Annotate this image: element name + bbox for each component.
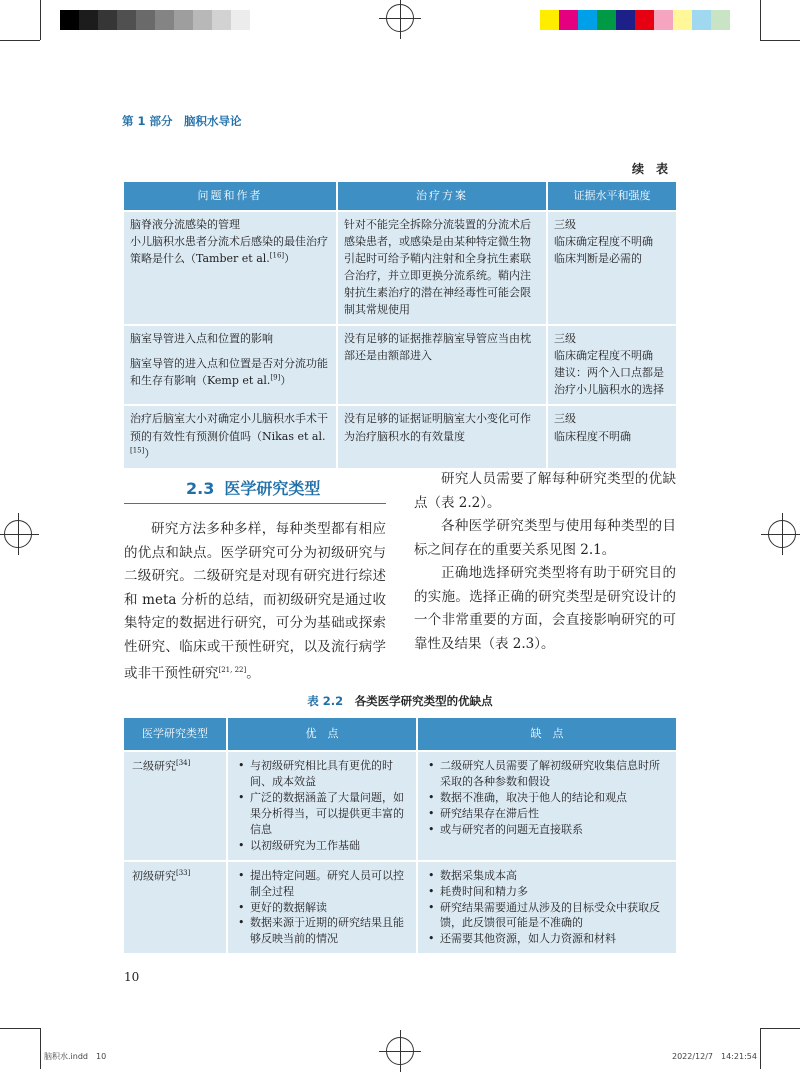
pros-cell [227, 861, 417, 954]
question-cell [124, 211, 337, 325]
paragraph: 研究方法多种多样，每种类型都有相应的优点和缺点。医学研究可分为初级研究与二级研究。二级研究是对现有研究进行综述和 meta 分析的总结，而初级研究是通过收集特定的数据进行研究，可分为基础或探索性研究、临床或干预性研究，以及流行病学或非干预性研究[21, 22]。 [124, 521, 386, 682]
calibration-swatch [692, 10, 711, 30]
crop-mark [0, 1028, 40, 1029]
citation: [16] [269, 251, 285, 260]
section-number: 2.3 [186, 479, 215, 498]
cons-cell [417, 861, 676, 954]
registration-mark [768, 520, 796, 548]
col-header-question: 问题和作者 [124, 182, 337, 211]
page-number: 10 [124, 970, 140, 984]
registration-mark [386, 1037, 414, 1065]
type-cell: 初级研究[33] [124, 861, 227, 954]
footer-timestamp: 2022/12/7 14:21:54 [672, 1052, 757, 1061]
calibration-swatch [673, 10, 692, 30]
calibration-swatch [578, 10, 597, 30]
research-types-table [124, 718, 676, 953]
calibration-swatch [155, 10, 174, 30]
table-continued-label: 续 表 [631, 162, 668, 176]
section-title: 医学研究类型 [224, 479, 321, 498]
calibration-swatch [597, 10, 616, 30]
citation: [21, 22] [218, 666, 247, 674]
crop-mark [760, 1028, 800, 1029]
table-row [124, 751, 676, 861]
treatment-cell: 没有足够的证据证明脑室大小变化可作为治疗脑积水的有效量度 [337, 405, 547, 467]
list-item: • 或与研究者的问题无直接联系 [426, 822, 670, 838]
calibration-swatch [98, 10, 117, 30]
table-row [124, 861, 676, 954]
table-title: 各类医学研究类型的优缺点 [354, 694, 493, 708]
type-cell: 二级研究[34] [124, 751, 227, 861]
list-item: • 二级研究人员需要了解初级研究收集信息时所采取的各种参数和假设 [426, 758, 670, 790]
table-row [124, 325, 676, 405]
list-item: • 研究结果需要通过从涉及的目标受众中获取反馈，此反馈很可能是不准确的 [426, 900, 670, 932]
calibration-swatch [193, 10, 212, 30]
calibration-swatch [212, 10, 231, 30]
calibration-swatch [654, 10, 673, 30]
paragraph: 正确地选择研究类型将有助于研究目的的实施。选择正确的研究类型是研究设计的一个非常重要的方面，会直接影响研究的可靠性及结果（表 2.3）。 [414, 565, 676, 652]
list-item: • 还需要其他资源，如人力资源和材料 [426, 931, 670, 947]
evidence-cell: 三级 临床确定程度不明确 临床判断是必需的 [547, 211, 676, 325]
table-row [124, 211, 676, 325]
running-header: 第 1 部分 脑积水导论 [122, 114, 242, 128]
list-item: • 以初级研究为工作基础 [236, 838, 410, 854]
registration-mark [4, 520, 32, 548]
crop-mark [40, 0, 41, 40]
treatment-cell: 没有足够的证据推荐脑室导管应当由枕部还是由额部进入 [337, 325, 547, 405]
calibration-swatch [559, 10, 578, 30]
crop-mark [0, 40, 40, 41]
question-text: 治疗后脑室大小对确定小儿脑积水手术干预的有效性有预测价值吗（Nikas et al.[15]） [130, 412, 328, 460]
evidence-table [124, 182, 676, 468]
body-right-column [414, 468, 676, 656]
citation: [34] [176, 759, 191, 767]
question-topic: 脑脊液分流感染的管理 [130, 218, 240, 231]
paragraph: 各种医学研究类型与使用每种类型的目标之间存在的重要关系见图 2.1。 [414, 518, 676, 558]
pros-cell [227, 751, 417, 861]
question-text: 脑室导管的进入点和位置是否对分流功能和生存有影响（Kemp et al.[9]） [130, 357, 328, 388]
citation: [15] [130, 445, 145, 454]
calibration-swatch [136, 10, 155, 30]
question-cell [124, 405, 337, 467]
col-header-cons: 缺 点 [417, 718, 676, 751]
crop-mark [760, 40, 800, 41]
calibration-swatch [711, 10, 730, 30]
table-row [124, 405, 676, 467]
color-calibration-bar [540, 10, 730, 30]
calibration-swatch [635, 10, 654, 30]
citation: [9] [270, 373, 281, 382]
calibration-swatch [117, 10, 136, 30]
citation: [33] [176, 868, 191, 877]
table-label: 表 2.2 [307, 694, 344, 708]
table-caption [124, 693, 676, 709]
question-cell [124, 325, 337, 405]
calibration-swatch [60, 10, 79, 30]
gray-calibration-bar [60, 10, 250, 30]
treatment-cell: 针对不能完全拆除分流装置的分流术后感染患者，或感染是由某种特定微生物引起时可给予鞘内注射和全身抗生素联合治疗，并立即更换分流系统。鞘内注射抗生素治疗的潜在神经毒性可能会限制其常规使用 [337, 211, 547, 325]
list-item: • 与初级研究相比具有更优的时间、成本效益 [236, 758, 410, 790]
crop-mark [40, 1028, 41, 1069]
body-left-column [124, 518, 386, 686]
calibration-swatch [540, 10, 559, 30]
list-item: • 广泛的数据涵盖了大量问题，如果分析得当，可以提供更丰富的信息 [236, 790, 410, 838]
question-topic: 脑室导管进入点和位置的影响 [130, 332, 273, 346]
list-item: • 提出特定问题。研究人员可以控制全过程 [236, 868, 410, 900]
paragraph: 研究人员需要了解每种研究类型的优缺点（表 2.2）。 [414, 471, 676, 511]
list-item: • 数据来源于近期的研究结果且能够反映当前的情况 [236, 915, 410, 947]
section-heading [124, 476, 386, 504]
evidence-cell: 三级 临床程度不明确 [547, 405, 676, 467]
crop-mark [760, 1028, 761, 1069]
list-item: • 耗费时间和精力多 [426, 884, 670, 900]
crop-mark [760, 0, 761, 40]
question-text: 小儿脑积水患者分流术后感染的最佳治疗策略是什么（Tamber et al.[16]） [130, 235, 328, 266]
footer-filename: 脑积水.indd 10 [44, 1052, 107, 1061]
calibration-swatch [616, 10, 635, 30]
col-header-treatment: 治疗方案 [337, 182, 547, 211]
col-header-pros: 优 点 [227, 718, 417, 751]
calibration-swatch [231, 10, 250, 30]
evidence-cell: 三级 临床确定程度不明确 建议：两个入口点都是治疗小儿脑积水的选择 [547, 325, 676, 405]
cons-cell [417, 751, 676, 861]
calibration-swatch [79, 10, 98, 30]
registration-mark [386, 4, 414, 32]
list-item: • 研究结果存在滞后性 [426, 806, 670, 822]
list-item: • 数据不准确，取决于他人的结论和观点 [426, 790, 670, 806]
col-header-evidence: 证据水平和强度 [547, 182, 676, 211]
calibration-swatch [174, 10, 193, 30]
list-item: • 更好的数据解读 [236, 900, 410, 916]
col-header-type: 医学研究类型 [124, 718, 227, 751]
list-item: • 数据采集成本高 [426, 868, 670, 884]
